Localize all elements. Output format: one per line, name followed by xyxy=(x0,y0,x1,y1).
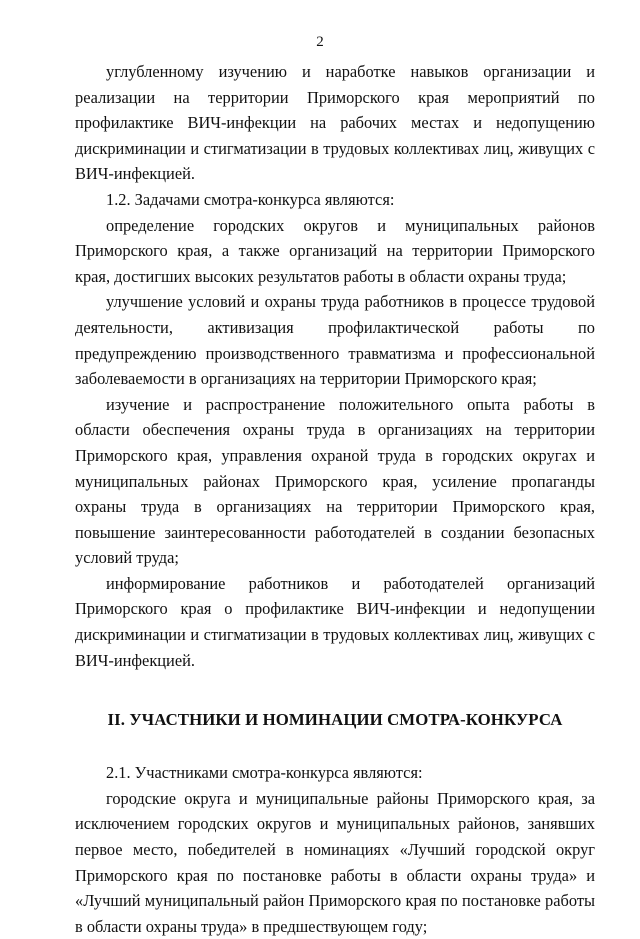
paragraph-task-determination: определение городских округов и муниципальных районов Приморского края, а также организаций на территории Приморского края, достигших высоких результатов работы в области охраны труда; xyxy=(75,215,595,286)
paragraph-task-informing: информирование работников и работодателей организаций Приморского края о профилактике ВИЧ-инфекции и недопущении дискриминации и стигматизации в трудовых коллективах лиц, живущих с ВИЧ-инфекцией. xyxy=(75,573,595,670)
paragraph-participants-intro: 2.1. Участниками смотра-конкурса являются: xyxy=(106,763,423,783)
paragraph-tasks-intro: 1.2. Задачами смотра-конкурса являются: xyxy=(106,189,395,209)
paragraph-participants-districts: городские округа и муниципальные районы Приморского края, за исключением городских округов и муниципальных районов, занявших первое место, победителей в номинациях «Лучший городской округ Приморского края по постановке работы в области охраны труда» и «Лучший муниципальный район Приморского края по постановке работы в области охраны труда» в предшествующем году; xyxy=(75,788,595,936)
paragraph-task-study: изучение и распространение положительного опыта работы в области обеспечения охраны труда в организациях на территории Приморского края, управления охраной труда в городских округах и муниципальных районах Приморского края, усиление пропаганды охраны труда в организациях на территории Приморского края, повышение заинтересованности работодателей в создании безопасных условий труда; xyxy=(75,394,595,568)
paragraph-purpose-continuation: углубленному изучению и наработке навыков организации и реализации на территории Приморского края мероприятий по профилактике ВИЧ-инфекции на рабочих местах и недопущению дискриминации и стигматизации в трудовых коллективах лиц, живущих с ВИЧ-инфекцией. xyxy=(75,62,595,184)
document-body xyxy=(75,59,595,939)
page-number: 2 xyxy=(316,34,324,50)
section-heading: II. УЧАСТНИКИ И НОМИНАЦИИ СМОТРА-КОНКУРСА xyxy=(107,710,563,730)
paragraph-task-improvement: улучшение условий и охраны труда работников в процессе трудовой деятельности, активизация профилактической работы по предупреждению производственного травматизма и профессиональной заболеваемости в организациях на территории Приморского края; xyxy=(75,292,595,389)
